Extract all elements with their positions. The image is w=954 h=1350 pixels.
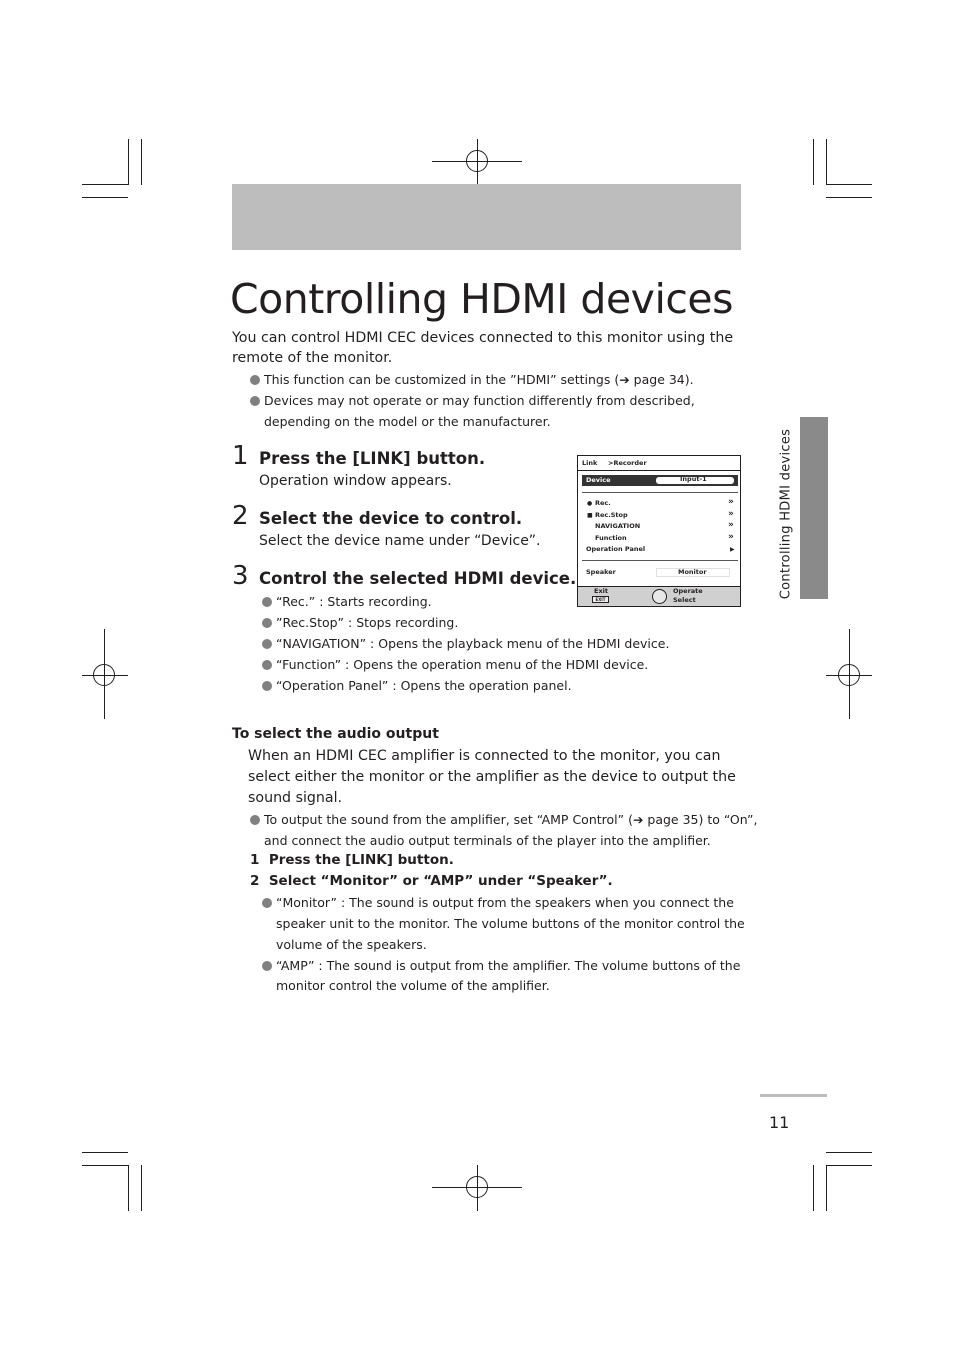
chevron-right-icon: »: [728, 520, 734, 530]
list-item: “Monitor” : The sound is output from the speakers when you connect the: [262, 892, 734, 913]
step-number: 3: [232, 561, 249, 591]
osd-device-value: Input-1: [680, 475, 707, 483]
play-arrow-icon: ▶: [730, 546, 735, 553]
osd-menu-function[interactable]: Function: [595, 534, 627, 542]
osd-speaker-label: Speaker: [586, 568, 616, 576]
bullet-icon: [262, 660, 272, 670]
bullet-icon: [250, 815, 260, 825]
list-item: ”Rec.Stop” : Stops recording.: [262, 612, 458, 633]
osd-menu-navigation[interactable]: NAVIGATION: [595, 522, 641, 530]
audio-paragraph: When an HDMI CEC amplifier is connected to the monitor, you can select either the monitor or the amplifier as the device to output the sound signal.: [248, 748, 736, 806]
osd-operation-window: [577, 455, 741, 607]
osd-title-bar: [578, 456, 740, 471]
osd-divider: [582, 492, 738, 493]
note-continuation: depending on the model or the manufacturer.: [264, 414, 551, 429]
substep: 2 Select “Monitor” or “AMP” under “Speaker”.: [250, 873, 613, 889]
header-band: [232, 184, 741, 250]
bullet-icon: [262, 681, 272, 691]
page-number: 11: [769, 1113, 790, 1132]
step-heading: Select the device to control.: [259, 509, 523, 528]
list-continuation: volume of the speakers.: [276, 937, 427, 952]
note-item: To output the sound from the amplifier, set “AMP Control” (➔ page 35) to “On”,: [250, 809, 757, 830]
osd-menu-rec[interactable]: Rec.: [595, 499, 611, 507]
osd-menu-rec-stop[interactable]: Rec.Stop: [595, 511, 628, 519]
osd-breadcrumb: >Recorder: [608, 459, 647, 467]
bullet-icon: [262, 961, 272, 971]
bullet-icon: [250, 375, 260, 385]
bullet-icon: [262, 597, 272, 607]
step-heading: Press the [LINK] button.: [259, 449, 486, 468]
chevron-right-icon: »: [728, 509, 734, 519]
osd-divider: [582, 560, 738, 561]
osd-select-label: Select: [673, 596, 696, 604]
step-body: Operation window appears.: [259, 473, 452, 489]
section-tab: [800, 417, 828, 599]
chevron-right-icon: »: [728, 497, 734, 507]
footer-rule: [760, 1094, 827, 1097]
list-item: “Rec.” : Starts recording.: [262, 591, 432, 612]
list-item: “NAVIGATION” : Opens the playback menu of the HDMI device.: [262, 633, 669, 654]
intro-text: You can control HDMI CEC devices connected to this monitor using the remote of the monitor.: [232, 330, 734, 366]
osd-operate-label: Operate: [673, 587, 703, 595]
stop-icon: ■: [587, 512, 593, 519]
dial-icon: [652, 589, 667, 604]
note-item: Devices may not operate or may function differently from described,: [250, 390, 695, 411]
bullet-icon: [262, 639, 272, 649]
audio-section-heading: To select the audio output: [232, 726, 439, 742]
bullet-icon: [250, 396, 260, 406]
step-number: 2: [232, 501, 249, 531]
osd-speaker-value: Monitor: [678, 568, 707, 576]
osd-exit-label: Exit: [594, 587, 608, 595]
section-tab-label: Controlling HDMI devices: [778, 428, 794, 600]
osd-device-label: Device: [586, 476, 611, 484]
bullet-icon: [262, 898, 272, 908]
step-number: 1: [232, 441, 249, 471]
step-heading: Control the selected HDMI device.: [259, 569, 577, 588]
list-item: “Operation Panel” : Opens the operation panel.: [262, 675, 572, 696]
exit-key-icon: EXIT: [592, 596, 609, 603]
osd-link-label: Link: [582, 459, 598, 467]
list-continuation: speaker unit to the monitor. The volume buttons of the monitor control the: [276, 916, 745, 931]
step-body: Select the device name under “Device”.: [259, 533, 541, 549]
note-continuation: and connect the audio output terminals of the player into the amplifier.: [264, 833, 711, 848]
list-item: “AMP” : The sound is output from the amplifier. The volume buttons of the: [262, 955, 740, 976]
chevron-right-icon: »: [728, 532, 734, 542]
list-item: “Function” : Opens the operation menu of the HDMI device.: [262, 654, 648, 675]
note-item: This function can be customized in the ”HDMI” settings (➔ page 34).: [250, 369, 694, 390]
rec-icon: ●: [587, 500, 593, 507]
substep: 1 Press the [LINK] button.: [250, 852, 454, 868]
page-title: Controlling HDMI devices: [230, 275, 733, 323]
list-continuation: monitor control the volume of the amplifier.: [276, 978, 550, 993]
bullet-icon: [262, 618, 272, 628]
osd-menu-operation-panel[interactable]: Operation Panel: [586, 545, 646, 553]
